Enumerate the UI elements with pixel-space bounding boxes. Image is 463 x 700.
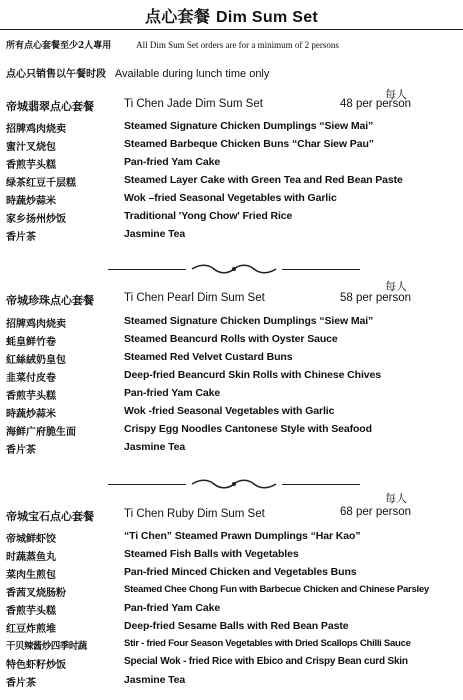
item-en: Jasmine Tea (124, 674, 186, 686)
per-person-cn: 每人 (385, 492, 407, 505)
per-person-cn: 每人 (385, 88, 407, 101)
item-en: Steamed Chee Chong Fun with Barbecue Chicken and Chinese Parsley (124, 584, 429, 595)
item-cn: 蚝皇鲜竹卷 (6, 337, 56, 348)
item-cn: 海鲜广府脆生面 (6, 427, 76, 438)
item-cn: 香片茶 (6, 678, 36, 689)
page-title (0, 4, 463, 27)
item-cn: 時蔬炒蒜米 (6, 196, 56, 207)
list-item (0, 137, 463, 155)
item-cn: 韭菜付皮卷 (6, 373, 56, 384)
list-item (0, 314, 463, 332)
list-item (0, 583, 463, 601)
item-cn: 特色虾籽炒饭 (6, 660, 66, 671)
list-item (0, 565, 463, 583)
item-en: Steamed Beancurd Rolls with Oyster Sauce (124, 333, 338, 345)
list-item (0, 227, 463, 245)
item-cn: 香茜叉烧肠粉 (6, 588, 66, 599)
list-item (0, 601, 463, 619)
item-en: Jasmine Tea (124, 228, 186, 240)
list-item (0, 547, 463, 565)
item-cn: 红豆炸煎堆 (6, 624, 56, 635)
minimum-note-cn: 所有点心套餐至少2人專用 (6, 41, 112, 51)
list-item (0, 440, 463, 458)
item-cn: 時蔬炒蒜米 (6, 409, 56, 420)
item-cn: 干贝辣酱炒四季时蔬 (6, 641, 87, 652)
header-divider (0, 29, 463, 30)
item-en: “Ti Chen” Steamed Prawn Dumplings “Har Kao” (124, 530, 361, 542)
list-item (0, 155, 463, 173)
set-name-cn: 帝城宝石点心套餐 (6, 510, 94, 523)
list-item (0, 404, 463, 422)
list-item (0, 209, 463, 227)
section-divider (108, 478, 360, 490)
lunch-note (6, 65, 269, 80)
set-name-en: Ti Chen Jade Dim Sum Set (124, 98, 263, 110)
list-item (0, 350, 463, 368)
item-en: Pan-fried Minced Chicken and Vegetables Buns (124, 566, 357, 578)
minimum-note (6, 38, 339, 51)
item-cn: 招牌鸡肉烧卖 (6, 319, 66, 330)
list-item (0, 529, 463, 547)
list-item (0, 332, 463, 350)
item-cn: 紅絲絨奶皇包 (6, 355, 66, 366)
list-item (0, 673, 463, 691)
list-item (0, 119, 463, 137)
item-en: Pan-fried Yam Cake (124, 156, 221, 168)
set-price: 68 per person (340, 506, 411, 518)
set-items (0, 529, 463, 691)
list-item (0, 655, 463, 673)
menu-header (0, 0, 463, 34)
set-name-en: Ti Chen Ruby Dim Sum Set (124, 508, 265, 520)
item-cn: 时蔬蒸鱼丸 (6, 552, 56, 563)
item-cn: 绿茶红豆千层糕 (6, 178, 76, 189)
set-name-en: Ti Chen Pearl Dim Sum Set (124, 292, 265, 304)
item-en: Steamed Barbeque Chicken Buns “Char Siew Pau” (124, 138, 374, 150)
item-en: Steamed Layer Cake with Green Tea and Red Bean Paste (124, 174, 403, 186)
item-cn: 香片茶 (6, 232, 36, 243)
per-person-cn: 每人 (385, 280, 407, 293)
item-en: Jasmine Tea (124, 441, 186, 453)
list-item (0, 368, 463, 386)
item-cn: 香片茶 (6, 445, 36, 456)
item-en: Wok -fried Seasonal Vegetables with Garlic (124, 405, 335, 417)
minimum-note-en: All Dim Sum Set orders are for a minimum of 2 persons (136, 40, 339, 50)
set-heading (0, 292, 463, 308)
set-price: 58 per person (340, 292, 411, 304)
item-cn: 菜肉生煎包 (6, 570, 56, 581)
set-items (0, 119, 463, 245)
set-name-cn: 帝城翡翠点心套餐 (6, 100, 94, 113)
list-item (0, 637, 463, 655)
item-en: Deep-fried Beancurd Skin Rolls with Chinese Chives (124, 369, 381, 381)
lunch-note-cn: 点心只销售以午餐时段 (6, 69, 106, 80)
item-en: Pan-fried Yam Cake (124, 602, 221, 614)
list-item (0, 191, 463, 209)
item-en: Crispy Egg Noodles Cantonese Style with Seafood (124, 423, 372, 435)
section-divider (108, 263, 360, 275)
item-cn: 帝城鲜虾饺 (6, 534, 56, 545)
flourish-icon (188, 478, 280, 490)
list-item (0, 422, 463, 440)
set-name-cn: 帝城珍珠点心套餐 (6, 294, 94, 307)
list-item (0, 619, 463, 637)
set-heading (0, 508, 463, 524)
item-en: Steamed Red Velvet Custard Buns (124, 351, 293, 363)
item-en: Wok –fried Seasonal Vegetables with Garlic (124, 192, 337, 204)
set-items (0, 314, 463, 458)
list-item (0, 173, 463, 191)
item-en: Stir - fried Four Season Vegetables with Dried Scallops Chilli Sauce (124, 638, 411, 649)
item-en: Traditional 'Yong Chow' Fried Rice (124, 210, 293, 222)
item-en: Special Wok - fried Rice with Ebico and Crispy Bean curd Skin (124, 656, 408, 667)
item-en: Deep-fried Sesame Balls with Red Bean Paste (124, 620, 349, 632)
item-cn: 香煎芋头糕 (6, 160, 56, 171)
item-cn: 招牌鸡肉烧卖 (6, 124, 66, 135)
page-title-cn: 点心套餐 (144, 7, 211, 26)
list-item (0, 386, 463, 404)
item-cn: 家乡扬州炒饭 (6, 214, 66, 225)
item-en: Steamed Signature Chicken Dumplings “Siew Mai” (124, 315, 374, 327)
set-heading (0, 98, 463, 114)
item-en: Steamed Signature Chicken Dumplings “Siew Mai” (124, 120, 374, 132)
flourish-icon (188, 263, 280, 275)
item-en: Pan-fried Yam Cake (124, 387, 221, 399)
page-title-en: Dim Sum Set (216, 9, 319, 26)
item-cn: 香煎芋头糕 (6, 606, 56, 617)
item-cn: 蜜汁叉烧包 (6, 142, 56, 153)
set-price: 48 per person (340, 98, 411, 110)
item-cn: 香煎芋头糕 (6, 391, 56, 402)
lunch-note-en: Available during lunch time only (114, 68, 270, 80)
item-en: Steamed Fish Balls with Vegetables (124, 548, 299, 560)
